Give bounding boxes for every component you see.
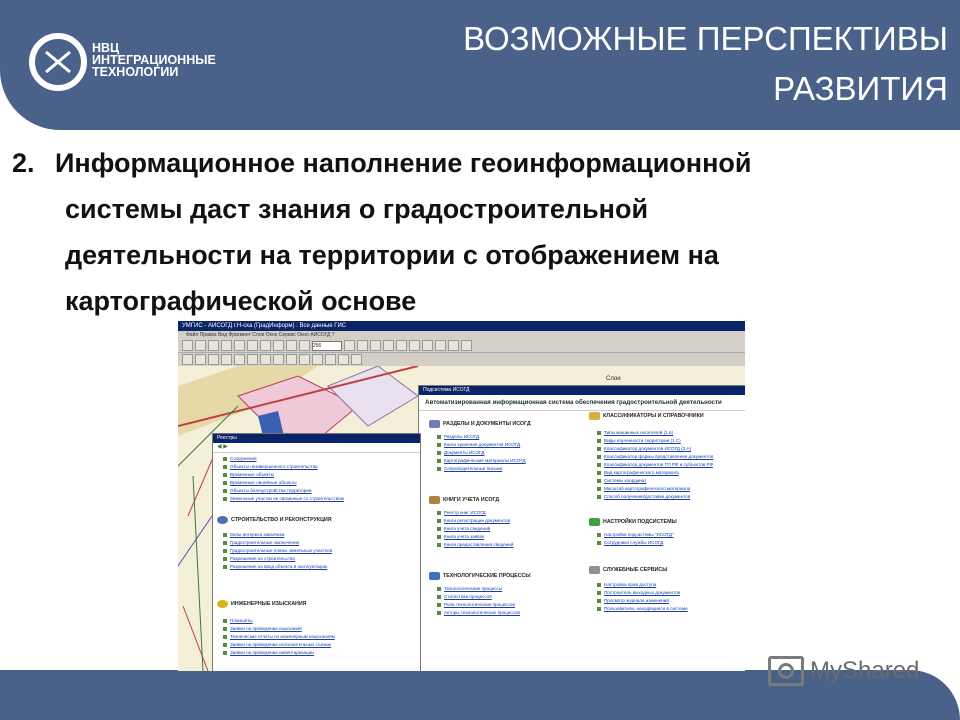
section-link[interactable]: Сопроводительные письма — [437, 466, 502, 471]
registry-nav-arrows[interactable]: ◀ ▶ — [213, 443, 420, 453]
section-link[interactable]: Статистика процессов — [437, 594, 492, 599]
settings-icon — [589, 518, 600, 526]
toolbar-button[interactable] — [299, 340, 310, 351]
toolbar-button[interactable] — [234, 340, 245, 351]
section-link[interactable]: Акторы технологических процессов — [437, 610, 520, 615]
section-link[interactable]: Роли технологических процессов — [437, 602, 515, 607]
toolbar-top — [178, 339, 745, 353]
section-heading: ИНЖЕНЕРНЫЕ ИЗЫСКАНИЯ — [217, 600, 307, 608]
toolbar-button[interactable] — [221, 354, 232, 365]
toolbar-button[interactable] — [357, 340, 368, 351]
section-heading: НАСТРОЙКИ ПОДСИСТЕМЫ — [589, 518, 677, 526]
toolbar-button[interactable] — [195, 354, 206, 365]
section-link[interactable]: Системы координат — [597, 478, 647, 483]
section-link[interactable]: Документы ИСОГД — [437, 450, 484, 455]
registry-link[interactable]: Объекты незавершенного строительства — [223, 464, 318, 469]
section-link[interactable]: Книги хранения документов ИСОГД — [437, 442, 520, 447]
toolbar-second — [178, 353, 745, 367]
bullet-line: картографической основе — [65, 286, 417, 316]
toolbar-button[interactable] — [182, 354, 193, 365]
watermark: MyShared — [768, 656, 919, 686]
section-link[interactable]: Разделы ИСОГД — [437, 434, 479, 439]
app-title-bar: УМГИС - АИСОГД г.Н-ска (ГрадИнформ) : Все данные ГИС — [178, 321, 745, 331]
section-link[interactable]: Классификатор формы представления документов — [597, 454, 713, 459]
toolbar-button[interactable] — [461, 340, 472, 351]
logo-icon — [28, 32, 88, 92]
registry-link[interactable]: Зоны интереса заказчика — [223, 532, 284, 537]
section-link[interactable]: Настройка прав доступа — [597, 582, 656, 587]
books-icon — [429, 496, 440, 504]
section-link[interactable]: Картографические материалы ИСОГД — [437, 458, 526, 463]
registry-link[interactable]: Земельные участки не связанные со строительством — [223, 496, 344, 501]
gear-icon — [589, 566, 600, 574]
section-link[interactable]: Книга учета заявок — [437, 534, 484, 539]
toolbar-button[interactable] — [422, 340, 433, 351]
watermark-icon — [768, 656, 804, 686]
toolbar-button[interactable] — [286, 354, 297, 365]
toolbar-button[interactable] — [247, 354, 258, 365]
section-heading: РАЗДЕЛЫ И ДОКУМЕНТЫ ИСОГД — [429, 420, 531, 428]
registry-link[interactable]: Сооружения — [223, 456, 257, 461]
toolbar-button[interactable] — [260, 354, 271, 365]
app-screenshot — [178, 321, 745, 671]
toolbar-button[interactable] — [182, 340, 193, 351]
section-link[interactable]: Книги предоставления сведений — [437, 542, 513, 547]
section-link[interactable]: Просмотр журнала изменений — [597, 598, 669, 603]
toolbar-button[interactable] — [195, 340, 206, 351]
bullet-number: 2. — [12, 148, 35, 178]
toolbar-button[interactable] — [370, 340, 381, 351]
section-link[interactable]: Реестр книг ИСОГД — [437, 510, 486, 515]
registry-link[interactable]: Разрешения на ввод объекта в эксплуатацию — [223, 564, 327, 569]
toolbar-button[interactable] — [234, 354, 245, 365]
layers-label[interactable]: Слои — [606, 376, 621, 382]
bullet-line: системы даст знания о градостроительной — [65, 194, 649, 224]
slide-title: ВОЗМОЖНЫЕ ПЕРСПЕКТИВЫ РАЗВИТИЯ — [463, 20, 948, 107]
toolbar-button[interactable] — [435, 340, 446, 351]
helmet-icon — [217, 600, 228, 608]
section-link[interactable]: Технологические процессы — [437, 586, 502, 591]
toolbar-button[interactable] — [273, 354, 284, 365]
section-heading: КЛАССИФИКАТОРЫ И СПРАВОЧНИКИ — [589, 412, 704, 420]
toolbar-button[interactable] — [286, 340, 297, 351]
section-link[interactable]: Вид картографического материала — [597, 470, 679, 475]
registry-link[interactable]: Разрешения на строительство — [223, 556, 295, 561]
toolbar-button[interactable] — [325, 354, 336, 365]
toolbar-button[interactable] — [312, 354, 323, 365]
section-link[interactable]: Сотрудники службы ИСОГД — [597, 540, 663, 545]
toolbar-button[interactable] — [344, 340, 355, 351]
section-link[interactable]: Книги регистрации документов — [437, 518, 510, 523]
construction-icon — [217, 516, 228, 524]
isogd-window — [418, 385, 745, 671]
section-heading: СЛУЖЕБНЫЕ СЕРВИСЫ — [589, 566, 667, 574]
registry-window — [212, 433, 421, 671]
bullet-line: деятельности на территории с отображением на — [65, 240, 719, 270]
registry-link[interactable]: Временные линейные объекты — [223, 480, 297, 485]
section-heading: ТЕХНОЛОГИЧЕСКИЕ ПРОЦЕССЫ — [429, 572, 531, 580]
registry-link[interactable]: Градостроительные заключения — [223, 540, 299, 545]
registry-link[interactable]: Технические отчеты по инженерным изысканиям — [223, 634, 335, 639]
folder-icon — [589, 412, 600, 420]
toolbar-button[interactable] — [409, 340, 420, 351]
header-band — [0, 0, 960, 130]
toolbar-button[interactable] — [260, 340, 271, 351]
section-link[interactable]: Книга учета сведений — [437, 526, 490, 531]
toolbar-button[interactable] — [396, 340, 407, 351]
section-link[interactable]: Типы машинных носителей (1.6) — [597, 430, 673, 435]
registry-link[interactable]: Заявки на проведение изысканий — [223, 626, 302, 631]
toolbar-button[interactable] — [221, 340, 232, 351]
section-link[interactable]: Пользователи, находящиеся в системе — [597, 606, 688, 611]
registry-window-title: Реестры — [213, 434, 420, 443]
toolbar-button[interactable] — [448, 340, 459, 351]
section-link[interactable]: Настройки подсистемы "ИСОГД" — [597, 532, 674, 537]
registry-link[interactable]: Планшеты — [223, 618, 253, 623]
toolbar-button[interactable] — [208, 340, 219, 351]
registry-link[interactable]: Заявки на проведение исполнительных съемок — [223, 642, 331, 647]
toolbar-button[interactable] — [338, 354, 349, 365]
toolbar-button[interactable] — [351, 354, 362, 365]
logo-text: НВЦ ИНТЕГРАЦИОННЫЕ ТЕХНОЛОГИИ — [92, 41, 216, 79]
registry-link[interactable]: Градостроительные планы земельных участков — [223, 548, 332, 553]
section-link[interactable]: Виды изученности территории (1.С) — [597, 438, 681, 443]
registry-link[interactable]: Временные объекты — [223, 472, 274, 477]
section-link[interactable]: Классификатор документов ТП РФ и субъектов РФ — [597, 462, 713, 467]
toolbar-button[interactable] — [383, 340, 394, 351]
section-heading: КНИГИ УЧЕТА ИСОГД — [429, 496, 499, 504]
section-link[interactable]: Построитель выходных документов — [597, 590, 680, 595]
section-link[interactable]: Масштаб картографического материала — [597, 486, 690, 491]
toolbar-button[interactable] — [208, 354, 219, 365]
section-link[interactable]: Классификатор документов ИСОГД (2.А) — [597, 446, 691, 451]
section-heading: СТРОИТЕЛЬСТВО И РЕКОНСТРУКЦИЯ — [217, 516, 332, 524]
toolbar-button[interactable] — [273, 340, 284, 351]
registry-link[interactable]: Объекты благоустройства территории — [223, 488, 311, 493]
process-icon — [429, 572, 440, 580]
folder-icon — [429, 420, 440, 428]
app-menu-bar[interactable]: Файл Правка Вид Фрагмент Слои Окно Сервис Окно АИСОГД ? — [178, 331, 745, 339]
zoom-input[interactable]: 256 — [312, 341, 342, 351]
bullet-line: Информационное наполнение геоинформационной — [55, 148, 752, 178]
isogd-header: Автоматизированная информационная система обеспечения градостроительной деятельности — [419, 395, 745, 411]
section-link[interactable]: Способ получения/доставки документов — [597, 494, 690, 499]
isogd-window-title: Подсистема ИСОГД — [419, 386, 745, 395]
registry-link[interactable]: Заявки на проведение инвентаризации — [223, 650, 314, 655]
toolbar-button[interactable] — [299, 354, 310, 365]
toolbar-button[interactable] — [247, 340, 258, 351]
